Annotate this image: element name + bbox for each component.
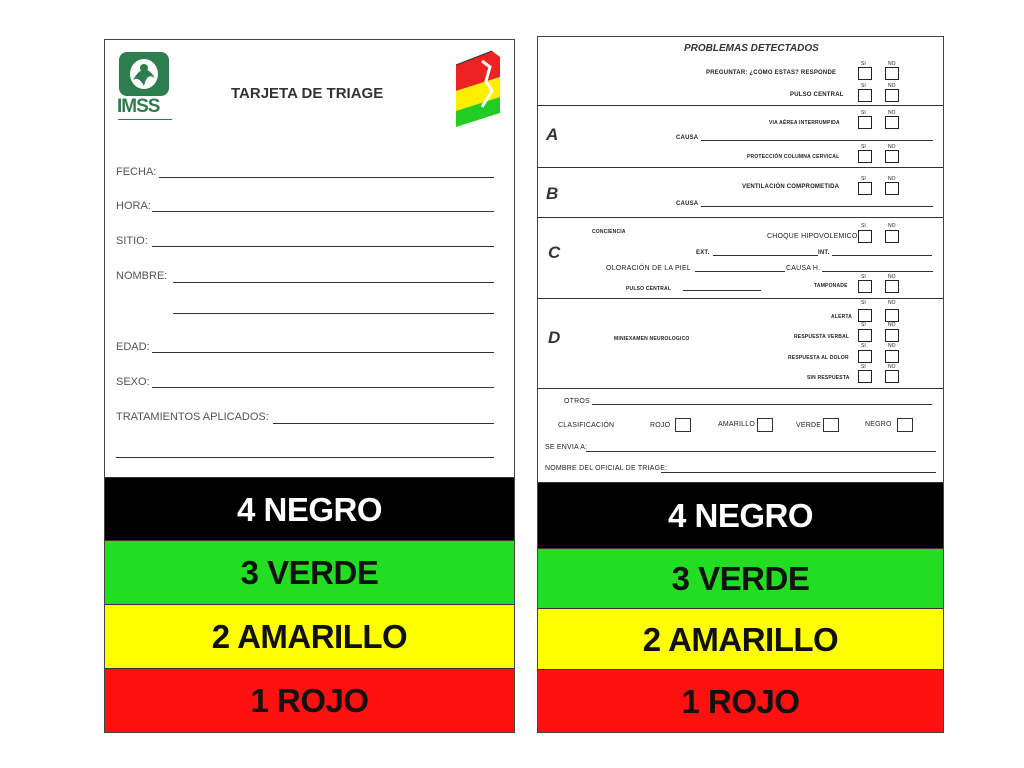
verbal-si-checkbox[interactable] [858,329,872,342]
section-b [538,167,943,218]
pulso-c-field[interactable] [683,290,761,291]
dolor-no-checkbox[interactable] [885,350,899,363]
ext-label: EXT. [696,250,710,256]
section-a-letter: A [546,125,559,144]
pulso-c-label: PULSO CENTRAL [626,286,672,292]
se-envia-label: SE ENVIA A: [545,444,588,451]
triage-card-front [104,39,515,733]
edad-field[interactable] [152,352,494,353]
causa-h-label: CAUSA H. [786,265,821,272]
fecha-field[interactable] [159,177,494,178]
si-label: SI [861,274,866,280]
no-label: NO [888,343,896,349]
no-label: NO [888,274,896,280]
miniexamen-label: MINIEXAMEN NEUROLOGICO [614,336,690,342]
no-label: NO [888,300,896,306]
choque-label: CHOQUE HIPOVOLEMICO [767,233,858,240]
no-label: NO [888,176,896,182]
choque-no-checkbox[interactable] [885,230,899,243]
sin-respuesta-si-checkbox[interactable] [858,370,872,383]
sitio-label: SITIO: [116,235,148,247]
sin-respuesta-label: SIN RESPUESTA [807,375,850,381]
int-label: INT. [818,250,830,256]
proteccion-si-checkbox[interactable] [858,150,872,163]
nombre-field[interactable] [173,282,494,283]
taponade-label: TAMPONADE [814,283,848,289]
imss-logo [117,50,175,128]
negro-checkbox[interactable] [897,418,913,432]
card-title: TARJETA DE TRIAGE [231,85,384,102]
causa-a-field[interactable] [701,140,933,141]
dolor-si-checkbox[interactable] [858,350,872,363]
via-aerea-no-checkbox[interactable] [885,116,899,129]
band-rojo: 1 ROJO [105,668,514,733]
nombre-label: NOMBRE: [116,270,168,282]
pulso-no-checkbox[interactable] [885,89,899,102]
section-problemas [538,37,943,106]
edad-label: EDAD: [116,341,150,353]
si-label: SI [861,110,866,116]
via-aerea-si-checkbox[interactable] [858,116,872,129]
triage-flag-icon [452,47,502,129]
no-label: NO [888,83,896,89]
si-label: SI [861,144,866,150]
sin-respuesta-no-checkbox[interactable] [885,370,899,383]
band-negro: 4 NEGRO [538,482,943,549]
no-label: NO [888,144,896,150]
otros-field[interactable] [592,404,932,405]
verde-option-label: VERDE [796,422,822,429]
triage-card-back [537,36,944,733]
ventilacion-si-checkbox[interactable] [858,182,872,195]
causa-h-field[interactable] [822,271,933,272]
preguntar-no-checkbox[interactable] [885,67,899,80]
alerta-si-checkbox[interactable] [858,309,872,322]
proteccion-no-checkbox[interactable] [885,150,899,163]
si-label: SI [861,223,866,229]
verde-checkbox[interactable] [823,418,839,432]
si-label: SI [861,300,866,306]
ext-field[interactable] [713,255,818,256]
taponade-no-checkbox[interactable] [885,280,899,293]
band-rojo: 1 ROJO [538,669,943,733]
fecha-label: FECHA: [116,166,157,178]
si-label: SI [861,83,866,89]
nombre-field-line-2[interactable] [173,313,494,314]
tratamientos-field-line-2[interactable] [116,457,494,458]
verbal-label: RESPUESTA VERBAL [794,334,850,340]
rojo-checkbox[interactable] [675,418,691,432]
nombre-oficial-field[interactable] [661,472,936,473]
preguntar-si-checkbox[interactable] [858,67,872,80]
hora-field[interactable] [152,211,494,212]
tratamientos-label: TRATAMIENTOS APLICADOS: [116,411,269,423]
causa-b-field[interactable] [701,206,933,207]
preguntar-label: PREGUNTAR: ¿COMO ESTAS? RESPONDE [706,70,837,76]
causa-a-label: CAUSA [676,135,699,141]
si-label: SI [861,322,866,328]
alerta-label: ALERTA [831,314,853,320]
nombre-oficial-label: NOMBRE DEL OFICIAL DE TRIAGE: [545,465,668,472]
section-c [538,217,943,299]
causa-b-label: CAUSA [676,201,699,207]
coloracion-label: OLORACIÓN DE LA PIEL [606,265,691,272]
band-verde: 3 VERDE [105,540,514,605]
hora-label: HORA: [116,200,151,212]
clasificacion-label: CLASIFICACIÓN [558,422,615,429]
no-label: NO [888,322,896,328]
pulso-si-checkbox[interactable] [858,89,872,102]
band-amarillo: 2 AMARILLO [105,604,514,669]
band-negro: 4 NEGRO [105,477,514,541]
section-d [538,298,943,389]
problemas-title: PROBLEMAS DETECTADOS [684,43,819,54]
alerta-no-checkbox[interactable] [885,309,899,322]
sexo-field[interactable] [152,387,494,388]
si-label: SI [861,176,866,182]
si-label: SI [861,364,866,370]
section-c-letter: C [548,243,561,262]
otros-label: OTROS [564,398,590,405]
amarillo-option-label: AMARILLO [718,421,755,428]
via-aerea-label: VIA AÉREA INTERRUMPIDA [769,120,840,126]
pulso-central-label: PULSO CENTRAL [790,92,844,98]
ventilacion-no-checkbox[interactable] [885,182,899,195]
tratamientos-field[interactable] [273,423,494,424]
sexo-label: SEXO: [116,376,150,388]
no-label: NO [888,110,896,116]
triage-flag-emblem [452,47,502,129]
amarillo-checkbox[interactable] [757,418,773,432]
section-d-letter: D [548,328,561,347]
section-clasificacion [538,388,943,482]
int-field[interactable] [832,255,932,256]
se-envia-field[interactable] [586,451,936,452]
band-verde: 3 VERDE [538,548,943,609]
proteccion-label: PROTECCIÓN COLUMNA CERVICAL [747,154,840,160]
no-label: NO [888,364,896,370]
imss-logo-text: IMSS [117,96,160,117]
ventilacion-label: VENTILACIÓN COMPROMETIDA [742,184,840,190]
negro-option-label: NEGRO [865,421,892,428]
section-a [538,105,943,168]
choque-si-checkbox[interactable] [858,230,872,243]
si-label: SI [861,61,866,67]
rojo-option-label: ROJO [650,422,671,429]
sitio-field[interactable] [152,246,494,247]
band-amarillo: 2 AMARILLO [538,608,943,670]
si-label: SI [861,343,866,349]
taponade-si-checkbox[interactable] [858,280,872,293]
no-label: NO [888,61,896,67]
conciencia-label: CONCIENCIA [592,229,626,235]
dolor-label: RESPUESTA AL DOLOR [788,355,849,361]
verbal-no-checkbox[interactable] [885,329,899,342]
section-b-letter: B [546,184,559,203]
no-label: NO [888,223,896,229]
coloracion-field[interactable] [695,271,785,272]
